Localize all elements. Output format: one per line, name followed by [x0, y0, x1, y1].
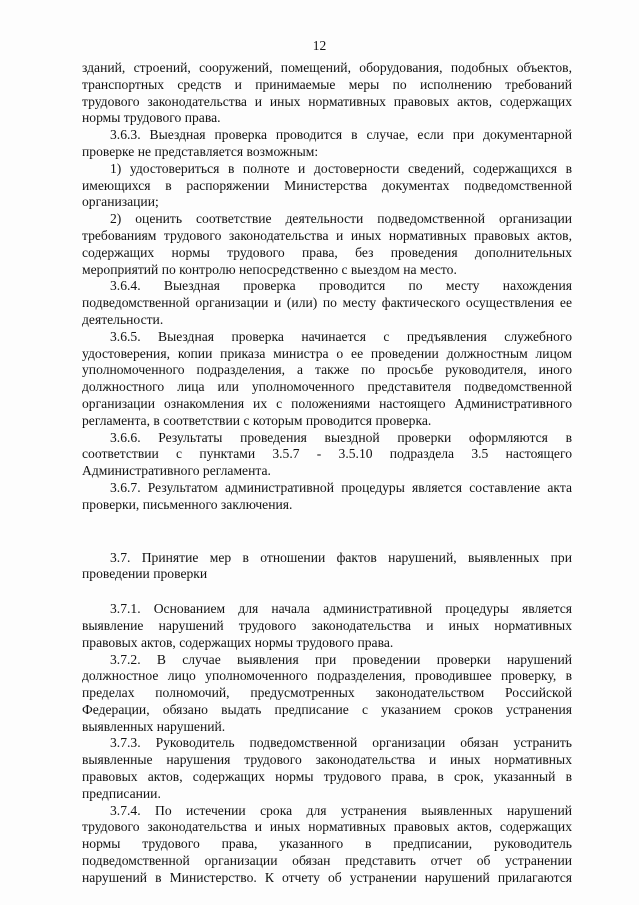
text-line: правовых актов, содержащих нормы трудового права, в срок, указанный в: [82, 769, 572, 785]
text-line: транспортных средств и принимаемые меры по исполнению требований: [82, 76, 572, 92]
text-line: выявленные нарушения трудового законодательства и иных нормативных: [82, 752, 572, 768]
text-line: выявление нарушений трудового законодательства и иных нормативных: [82, 617, 572, 633]
text-line: нарушений в Министерство. К отчету об устранении нарушений прилагаются: [82, 869, 572, 885]
text-line: 3.7.2. В случае выявления при проведении проверки нарушений: [110, 651, 572, 667]
text-line: деятельности.: [82, 311, 164, 327]
text-line: проверки, письменного заключения.: [82, 496, 293, 512]
text-line: соответствии с пунктами 3.5.7 - 3.5.10 подраздела 3.5 настоящего: [82, 446, 572, 462]
text-line: правовых актов, содержащих нормы трудового права.: [82, 634, 394, 650]
text-line: нормы трудового права, указанного в предписании, руководитель: [82, 836, 572, 852]
text-line: 1) удостовериться в полноте и достоверности сведений, содержащихся в: [110, 160, 572, 176]
text-line: 3.7. Принятие мер в отношении фактов нарушений, выявленных при: [110, 549, 572, 565]
text-line: 3.7.4. По истечении срока для устранения выявленных нарушений: [110, 802, 572, 818]
text-line: содержащих нормы трудового права, без проведения дополнительных: [82, 244, 572, 260]
text-line: 3.7.1. Основанием для начала административной процедуры является: [110, 601, 572, 617]
text-line: должностного лица или уполномоченного представителя подведомственной: [82, 379, 572, 395]
text-line: организации;: [82, 194, 159, 210]
text-line: проверке не представляется возможным:: [82, 143, 319, 159]
text-line: Административного регламента.: [82, 463, 271, 479]
text-line: выявленных нарушений.: [82, 718, 226, 734]
text-line: регламента, в соответствии с которым проводится проверка.: [82, 412, 432, 428]
text-line: 3.7.3. Руководитель подведомственной организации обязан устранить: [110, 735, 572, 751]
text-line: имеющихся в распоряжении Министерства документах подведомственной: [82, 177, 572, 193]
text-line: проведении проверки: [82, 566, 208, 582]
paragraph-gap: [82, 514, 572, 532]
body-text: [82, 60, 572, 887]
text-line: зданий, строений, сооружений, помещений, оборудования, подобных объектов,: [82, 60, 572, 75]
text-line: подведомственной организации и (или) по месту фактического осуществления ее: [82, 295, 572, 311]
text-line: 3.6.4. Выездная проверка проводится по месту нахождения: [110, 278, 572, 294]
paragraph-gap: [82, 532, 572, 550]
text-line: 3.6.7. Результатом административной процедуры является составление акта: [110, 479, 572, 495]
text-line: пределах полномочий, предусмотренных законодательством Российской: [82, 685, 572, 701]
text-line: требованиям трудового законодательства и иных нормативных правовых актов,: [82, 227, 572, 243]
text-line: 3.6.6. Результаты проведения выездной проверки оформляются в: [110, 429, 572, 445]
paragraph-gap: [82, 583, 572, 601]
page-number: 12: [312, 38, 327, 53]
text-line: подведомственной организации обязан представить отчет об устранении: [82, 853, 572, 869]
text-line: трудового законодательства и иных нормативных правовых актов, содержащих: [82, 819, 572, 835]
text-line: предписании.: [82, 785, 161, 801]
text-line: удостоверения, копии приказа министра о ее проведении должностным лицом: [82, 345, 572, 361]
text-line: Федерации, обязано выдать предписание с указанием сроков устранения: [82, 701, 572, 717]
text-line: должностное лицо уполномоченного подразделения, проводившее проверку, в: [82, 668, 572, 684]
text-line: нормы трудового права.: [82, 110, 221, 126]
text-line: уполномоченного подразделения, а также по просьбе руководителя, иного: [82, 362, 572, 378]
text-line: мероприятий по контролю непосредственно с выездом на место.: [82, 261, 457, 277]
text-line: организации ознакомления их с положениями настоящего Административного: [82, 395, 572, 411]
text-line: 2) оценить соответствие деятельности подведомственной организации: [110, 211, 572, 227]
text-line: 3.6.5. Выездная проверка начинается с предъявления служебного: [110, 328, 572, 344]
text-line: трудового законодательства и иных нормативных правовых актов, содержащих: [82, 93, 572, 109]
text-line: 3.6.3. Выездная проверка проводится в случае, если при документарной: [110, 127, 572, 143]
